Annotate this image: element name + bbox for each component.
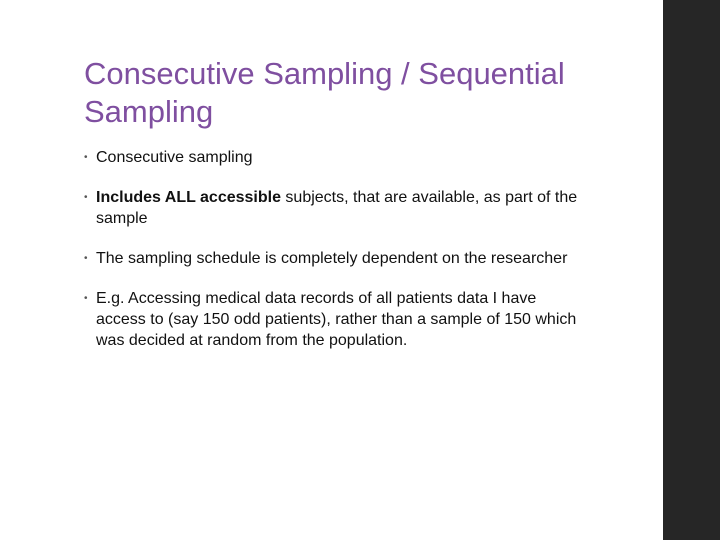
bullet-text: subjects, that are available, as part of the sample — [96, 189, 578, 227]
side-bar — [663, 0, 720, 540]
bullet-icon: • — [84, 253, 88, 264]
bullet-text: The sampling schedule is completely dependent on the researcher — [96, 250, 568, 267]
bullet-item — [84, 288, 584, 351]
slide-title: Consecutive Sampling / Sequential Sampling — [84, 56, 565, 129]
bullet-icon: • — [84, 293, 88, 304]
bullet-item — [84, 187, 584, 229]
bullet-text: E.g. Accessing medical data records of all patients data I have access to (say 150 odd patients), rather than a sample of 150 which was decided at random from the population. — [96, 290, 577, 349]
bullet-list — [84, 147, 584, 370]
bullet-item — [84, 248, 584, 269]
bullet-icon: • — [84, 192, 88, 203]
bullet-icon: • — [84, 152, 88, 163]
bullet-text: Consecutive sampling — [96, 149, 253, 166]
bullet-bold-text: Includes ALL accessible — [96, 189, 281, 206]
bullet-item — [84, 147, 584, 168]
